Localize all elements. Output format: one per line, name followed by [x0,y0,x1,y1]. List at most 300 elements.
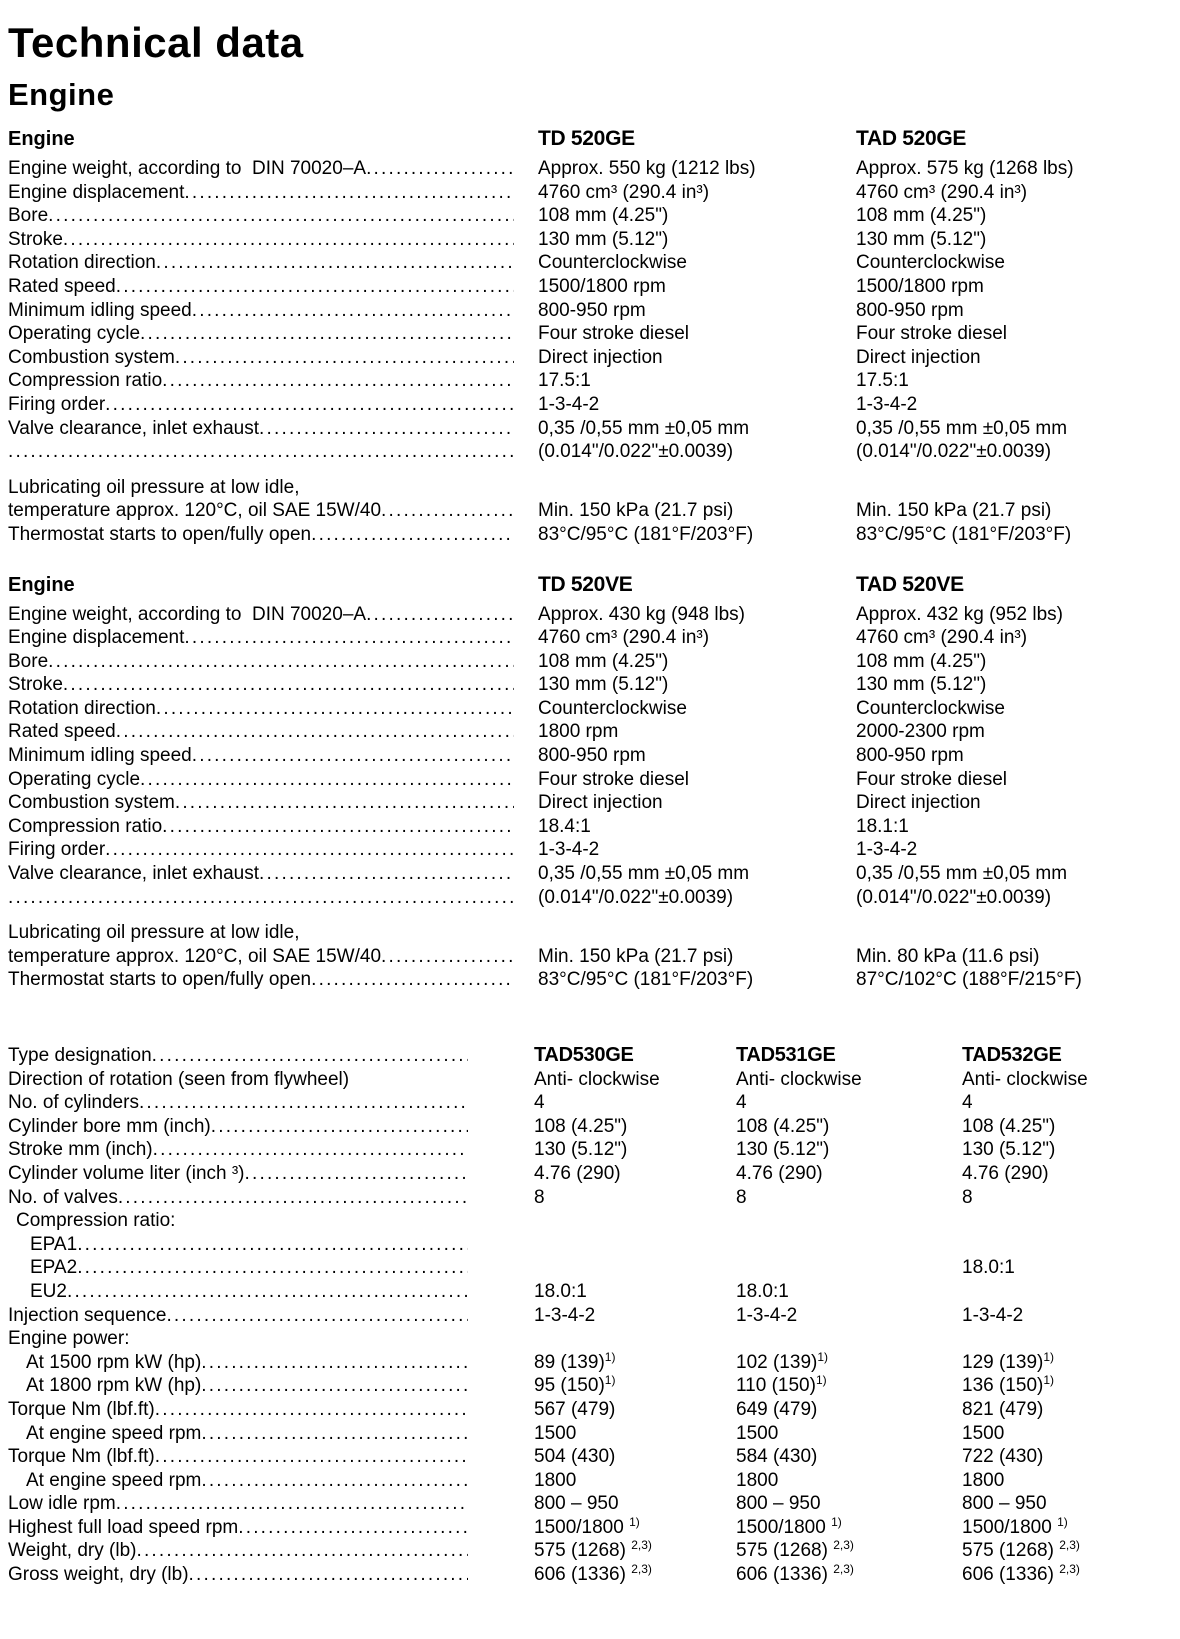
spec-value: 4 [962,1092,973,1114]
spec-label-text: Type designation [8,1045,152,1066]
leader-dots [63,673,514,697]
footnote-marker: 1) [1057,1514,1068,1529]
spec-label-text: EPA2 [30,1257,78,1279]
spec-value: 8 [962,1186,973,1208]
leader-dots [118,1186,468,1210]
spec-label-text: Compression ratio [8,815,163,837]
spec-value: 108 (4.25") [962,1115,1056,1137]
spec-value: 606 (1336) $^{2,3)}$ [962,1562,1080,1586]
spec-label [8,1422,534,1446]
spec-label [8,697,538,721]
spec-label-text: Stroke [8,228,63,250]
leader-dots [162,815,514,839]
spec-value [736,1233,962,1257]
leader-dots [162,369,514,393]
table-header-label: Engine [8,573,75,596]
spec-row [8,369,1180,393]
table-header-row [8,127,1180,151]
spec-value: 4.76 (290) [534,1162,621,1184]
spec-label [8,346,538,370]
leader-dots [67,1280,468,1304]
spec-row [8,393,1180,417]
spec-label [8,673,538,697]
spec-label-text: Engine displacement [8,181,185,203]
spec-value: 1800 [736,1469,779,1491]
spec-value: 606 (1336) $^{2,3)}$ [534,1562,652,1586]
spec-row [8,768,1180,792]
spec-value: 800 – 950 [534,1493,619,1515]
spec-row [8,697,1180,721]
spec-value: 606 (1336) $^{2,3)}$ [736,1562,854,1586]
spec-value: Anti- clockwise [534,1068,660,1090]
spec-label [8,1516,534,1540]
spec-label-text: Engine weight, according to DIN 70020–A [8,603,367,625]
spec-value: Four stroke diesel [856,323,1008,345]
spec-label [8,204,538,228]
table-body [8,1044,1180,1587]
spec-value: 4.76 (290) [736,1162,823,1184]
spec-label-text: At engine speed rpm [26,1469,202,1491]
spec-label [8,815,538,839]
spec-row [8,322,1180,346]
spec-label [8,650,538,674]
spec-row [8,1516,1180,1540]
spec-label [8,251,538,275]
leader-dots [201,1422,468,1446]
spec-label-text: temperature approx. 120°C, oil SAE 15W/40 [8,945,382,967]
spec-label [8,720,538,744]
spec-value: 108 (4.25") [534,1115,628,1137]
spec-label [8,1351,534,1375]
spec-label [8,1044,534,1068]
spec-row [8,1091,1180,1115]
spec-label [8,1209,534,1233]
spec-label [8,1327,534,1351]
spec-label [8,1539,534,1563]
spec-row [8,1209,1180,1233]
spec-label-text: Operating cycle [8,768,141,790]
spec-row [8,1422,1180,1446]
spec-value: 800 – 950 [962,1493,1047,1515]
spec-value: 130 mm (5.12") [856,674,987,696]
table-body [8,157,1180,547]
spec-row [8,945,1180,969]
spec-label [8,1445,534,1469]
spec-label [8,417,538,441]
spec-label-text: Weight, dry (lb) [8,1540,137,1562]
leader-dots [139,1091,468,1115]
spec-label-text: Direction of rotation (seen from flywheel) [8,1068,350,1090]
spec-value: Anti- clockwise [736,1068,862,1090]
spec-value: 1-3-4-2 [534,1304,596,1326]
spec-value: (0.014"/0.022"±0.0039) [856,441,1052,463]
spec-label-text: Cylinder volume liter (inch ³) [8,1162,245,1184]
spec-value: 83°C/95°C (181°F/203°F) [856,523,1072,545]
spec-table-ve [8,573,1180,993]
spec-label [8,476,538,500]
leader-dots [366,157,514,181]
spec-value: 575 (1268) $^{2,3)}$ [962,1538,1080,1562]
spec-value: 129 (139)$^{1)}$ [962,1349,1055,1373]
spec-value: 130 mm (5.12") [538,228,669,250]
spec-label [8,523,538,547]
spec-value: 1500 [736,1422,779,1444]
spec-value: Approx. 550 kg (1212 lbs) [538,158,756,179]
spec-row [8,1280,1180,1304]
spec-row [8,1068,1180,1092]
spec-label [8,1492,534,1516]
leader-dots [140,768,514,792]
spec-value: 1500/1800 rpm [856,275,984,297]
spec-label-text: Combustion system [8,792,175,814]
footnote-marker: 2,3) [1059,1562,1080,1577]
spec-value: 18.0:1 [534,1280,587,1302]
spec-label-text: Operating cycle [8,323,141,345]
spec-label [8,768,538,792]
spec-value: Min. 150 kPa (21.7 psi) [856,500,1052,522]
spec-value: 4 [534,1092,545,1114]
spec-row [8,299,1180,323]
footnote-marker: 2,3) [833,1562,854,1577]
spec-row [8,476,1180,500]
leader-dots [116,1492,468,1516]
spec-value: Counterclockwise [538,252,687,274]
spec-value: (0.014"/0.022"±0.0039) [538,886,734,908]
spec-value: 18.1:1 [856,815,909,837]
leader-dots [175,791,514,815]
spec-row [8,862,1180,886]
leader-dots [211,1115,468,1139]
leader-dots [77,1233,468,1257]
spec-label [8,744,538,768]
spec-value: 567 (479) [534,1398,616,1420]
spec-value: Four stroke diesel [538,768,690,790]
spec-value: Direct injection [856,346,981,368]
spec-row [8,523,1180,547]
table-header-row [8,573,1180,597]
spec-row [8,603,1180,627]
leader-dots [105,393,514,417]
spec-row [8,1115,1180,1139]
column-header-td520ve: TD 520VE [538,572,633,596]
spec-label-text: Valve clearance, inlet exhaust [8,863,260,885]
footnote-marker: 2,3) [1059,1538,1080,1553]
spec-value: 1500 [962,1422,1005,1444]
spec-value: 18.0:1 [962,1257,1015,1279]
footnote-marker: 1) [1043,1373,1055,1388]
spec-value: Approx. 432 kg (952 lbs) [856,603,1064,625]
table-header-label: Engine [8,128,75,150]
spec-row [8,157,1180,181]
spec-value [534,1233,736,1257]
spec-value: 4760 cm³ (290.4 in³) [538,181,710,203]
spec-value: TAD531GE [736,1044,836,1066]
spec-label [8,1469,534,1493]
spec-label-text: No. of valves [8,1186,118,1208]
spec-label [8,1563,534,1587]
spec-value: 8 [534,1186,545,1208]
spec-label-text: Rotation direction [8,697,156,719]
spec-value: 89 (139)$^{1)}$ [534,1349,616,1373]
spec-value: 4.76 (290) [962,1162,1049,1184]
leader-dots [8,886,514,910]
spec-value: 722 (430) [962,1446,1044,1468]
spec-label-text: Thermostat starts to open/fully open [8,969,312,991]
spec-value: Anti- clockwise [962,1068,1088,1090]
spec-label [8,275,538,299]
leader-dots [48,204,514,228]
spec-label-text: Torque Nm (lbf.ft) [8,1398,155,1420]
spec-label [8,369,538,393]
spec-label-text: Torque Nm (lbf.ft) [8,1446,155,1468]
spec-label [8,791,538,815]
spec-value: 800-950 rpm [538,299,646,321]
spec-row [8,673,1180,697]
leader-dots [175,346,514,370]
spec-label-text: Thermostat starts to open/fully open [8,523,312,545]
spec-value: Min. 80 kPa (11.6 psi) [856,945,1040,967]
spec-value: Min. 150 kPa (21.7 psi) [538,500,734,522]
spec-row [8,791,1180,815]
spec-value: 18.4:1 [538,815,591,837]
spec-label-text: Lubricating oil pressure at low idle, [8,922,300,944]
leader-dots [192,299,514,323]
spec-value: 87°C/102°C (188°F/215°F) [856,969,1082,991]
spec-label [8,322,538,346]
spec-label-text: Compression ratio: [16,1210,176,1232]
spec-value: 821 (479) [962,1398,1044,1420]
spec-value: 800 – 950 [736,1493,821,1515]
leader-dots [153,1138,468,1162]
spec-row [8,1539,1180,1563]
spec-row [8,1186,1180,1210]
spec-row [8,838,1180,862]
spec-value: 18.0:1 [736,1280,789,1302]
spec-row [8,1138,1180,1162]
spec-value: 1-3-4-2 [538,839,600,861]
spec-label-text: Rated speed [8,721,116,743]
footnote-marker: 1) [1043,1349,1055,1364]
spec-label [8,1280,534,1304]
spec-value: 1500/1800 $^{1)}$ [736,1514,842,1538]
spec-table-ge [8,127,1180,547]
spec-label [8,626,538,650]
spec-value: 110 (150)$^{1)}$ [736,1373,827,1397]
spec-label [8,921,538,945]
spec-row [8,1374,1180,1398]
spec-value [962,1233,1180,1257]
spec-row [8,744,1180,768]
spec-value: 108 mm (4.25") [538,650,669,672]
spec-label-text: EPA1 [30,1233,78,1255]
spec-row [8,346,1180,370]
spec-label [8,1256,534,1280]
spec-label-text: Injection sequence [8,1304,167,1326]
spec-label-text: At 1500 rpm kW (hp) [26,1351,202,1373]
leader-dots [116,275,514,299]
spec-row [8,1492,1180,1516]
spec-label-text: Valve clearance, inlet exhaust [8,417,260,439]
spec-value: 2000-2300 rpm [856,721,985,743]
spec-label-text: Stroke [8,674,63,696]
spec-label-text: Gross weight, dry (lb) [8,1564,189,1586]
spec-label-text: Compression ratio [8,370,163,392]
spec-row [8,1233,1180,1257]
footnote-marker: 1) [604,1373,616,1388]
spec-value: Direct injection [856,792,981,814]
spec-row [8,650,1180,674]
spec-label-text: Cylinder bore mm (inch) [8,1115,211,1137]
leader-dots [166,1304,468,1328]
spec-value: 95 (150)$^{1)}$ [534,1373,616,1397]
spec-label [8,1398,534,1422]
spec-value: 1500/1800 $^{1)}$ [534,1514,640,1538]
spec-value: 130 mm (5.12") [538,674,669,696]
spec-row [8,1445,1180,1469]
spec-value: 0,35 /0,55 mm ±0,05 mm [538,417,750,439]
spec-value: 17.5:1 [538,370,591,392]
spec-row [8,204,1180,228]
leader-dots [136,1539,468,1563]
spec-label-text: temperature approx. 120°C, oil SAE 15W/40 [8,500,382,522]
column-header-tad520ve: TAD 520VE [856,572,964,596]
spec-label [8,1304,534,1328]
footnote-marker: 1) [604,1349,616,1364]
spec-value: 0,35 /0,55 mm ±0,05 mm [856,863,1068,885]
spec-value: 504 (430) [534,1446,616,1468]
spec-row [8,1351,1180,1375]
spec-label [8,1115,534,1139]
spec-label-text: At 1800 rpm kW (hp) [26,1375,202,1397]
spec-value: 1-3-4-2 [856,839,918,861]
spec-value: 584 (430) [736,1446,818,1468]
spec-value: 108 (4.25") [736,1115,830,1137]
leader-dots [259,417,514,441]
spec-value: 130 (5.12") [534,1139,628,1161]
spec-value: Min. 150 kPa (21.7 psi) [538,945,734,967]
spec-label-text: Low idle rpm [8,1493,116,1515]
spec-value: (0.014"/0.022"±0.0039) [856,886,1052,908]
spec-row [8,228,1180,252]
leader-dots [201,1469,468,1493]
spec-value: Direct injection [538,346,663,368]
spec-row [8,626,1180,650]
spec-label [8,1091,534,1115]
leader-dots [201,1374,468,1398]
spec-value: 17.5:1 [856,370,909,392]
spec-row [8,1304,1180,1328]
spec-value: 4 [736,1092,747,1114]
leader-dots [116,720,514,744]
spec-value: 0,35 /0,55 mm ±0,05 mm [538,863,750,885]
spec-label [8,1068,534,1092]
spec-value: 800-950 rpm [538,745,646,767]
leader-dots [201,1351,468,1375]
spec-value: 1800 [534,1469,577,1491]
spec-value: 130 mm (5.12") [856,228,987,250]
spec-row [8,251,1180,275]
spec-value: (0.014"/0.022"±0.0039) [538,441,734,463]
spec-label [8,603,538,627]
spec-row [8,1563,1180,1587]
spec-row [8,440,1180,464]
spec-value: Approx. 430 kg (948 lbs) [538,603,746,625]
spec-value: Four stroke diesel [538,323,690,345]
spec-value: 800-950 rpm [856,299,964,321]
spec-label [8,157,538,181]
spec-label [8,499,538,523]
spec-row [8,275,1180,299]
spec-label-text: Minimum idling speed [8,299,192,321]
leader-dots [156,697,514,721]
spec-label [8,1374,534,1398]
footnote-marker: 1) [629,1514,640,1529]
spec-value: 102 (139)$^{1)}$ [736,1349,829,1373]
spec-value: 83°C/95°C (181°F/203°F) [538,969,754,991]
spec-value: TAD530GE [534,1044,634,1066]
spec-label-text: No. of cylinders [8,1092,139,1114]
leader-dots [259,862,514,886]
spec-value: 649 (479) [736,1398,818,1420]
spec-value: 108 mm (4.25") [856,650,987,672]
spec-value: 800-950 rpm [856,745,964,767]
spec-value: 4760 cm³ (290.4 in³) [538,627,710,649]
spec-label-text: Rotation direction [8,252,156,274]
spec-row [8,720,1180,744]
leader-dots [311,968,514,992]
footnote-marker: 1) [815,1373,827,1388]
spec-label-text: At engine speed rpm [26,1422,202,1444]
table-body [8,603,1180,993]
spec-label [8,181,538,205]
spec-label [8,945,538,969]
leader-dots [381,499,514,523]
leader-dots [152,1044,468,1068]
spec-value: 130 (5.12") [736,1139,830,1161]
leader-dots [184,626,514,650]
spec-value: Counterclockwise [856,252,1005,274]
leader-dots [189,1563,468,1587]
footnote-marker: 1) [831,1514,842,1529]
leader-dots [184,181,514,205]
spec-row [8,815,1180,839]
spec-label [8,228,538,252]
spec-row [8,1044,1180,1068]
spec-label-text: Engine power: [8,1328,130,1350]
spec-row [8,1327,1180,1351]
spec-label [8,1138,534,1162]
spec-label [8,1186,534,1210]
footnote-marker: 1) [817,1349,829,1364]
spec-table-tad53x [8,1044,1180,1587]
spec-value: TAD532GE [962,1044,1062,1066]
spec-label-text: Stroke mm (inch) [8,1139,153,1161]
leader-dots [156,251,514,275]
spec-label-text: Bore [8,650,49,672]
spec-value: Counterclockwise [538,697,687,719]
spec-value: 4760 cm³ (290.4 in³) [856,181,1028,203]
spec-label [8,968,538,992]
spec-row [8,417,1180,441]
leader-dots [140,322,514,346]
spec-value: 8 [736,1186,747,1208]
leader-dots [311,523,514,547]
leader-dots [8,440,514,464]
spec-row [8,181,1180,205]
spec-row [8,1162,1180,1186]
spec-value: 130 (5.12") [962,1139,1056,1161]
spec-label [8,862,538,886]
